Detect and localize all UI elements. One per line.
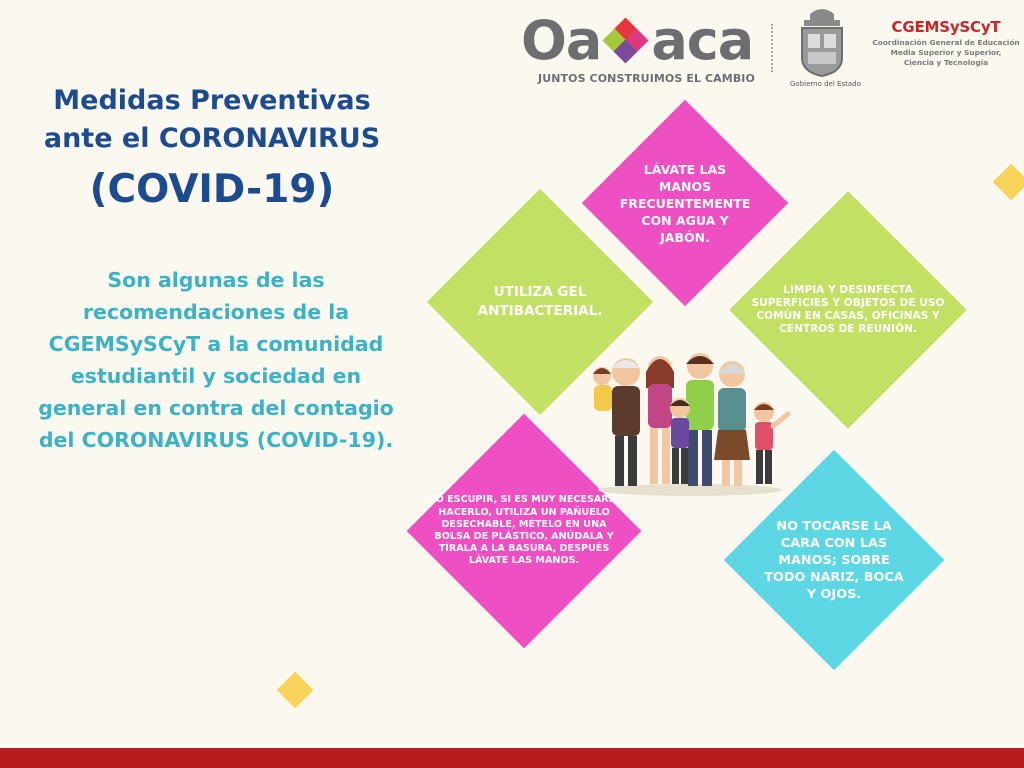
cgems-subtitle-line: Ciencia y Tecnología [903,58,989,67]
measure-text: NO ESCUPIR, SI ES MUY NECESARIO HACERLO, UTILIZA UN PAÑUELO DESECHABLE, MÉTELO EN UNA BOLSA DE PLÁSTICO, ANÚDALA Y TÍRALA A LA BASURA, DESPUÉS LÁVATE LAS MANOS. [427,494,621,567]
cgems-title: CGEMSySCyT [891,18,1001,36]
measure-text: UTILIZA GEL ANTIBACTERIAL. [477,284,603,319]
title-covid: (COVID-19) [89,167,335,212]
oaxaca-x-mark-icon [604,19,648,63]
cgems-logo [868,18,1024,68]
page-title [12,82,412,218]
cgems-subtitle-line: Coordinación General de Educación [872,38,1020,47]
family-illustration [578,350,802,498]
state-seal-icon [790,4,861,88]
measure-text: LIMPIA Y DESINFECTA SUPERFICIES Y OBJETOS DE USO COMÚN EN CASAS, OFICINAS Y CENTROS DE REUNIÓN. [751,283,945,336]
oaxaca-word-left: Oa [521,9,602,72]
cgems-subtitle-line: Media Superior y Superior, [890,48,1002,57]
oaxaca-tagline: JUNTOS CONSTRUIMOS EL CAMBIO [538,72,755,85]
bottom-bar [0,748,1024,768]
measure-text: LÁVATE LAS MANOS FRECUENTEMENTE CON AGUA Y JABÓN. [619,161,751,245]
decorative-diamond-right [993,164,1024,201]
seal-caption: Gobierno del Estado [790,80,861,88]
oaxaca-wordmark [521,10,753,72]
oaxaca-logo [521,10,761,90]
logo-divider [771,24,774,72]
measure-text: NO TOCARSE LA CARA CON LAS MANOS; SOBRE TODO NARIZ, BOCA Y OJOS. [764,518,904,602]
oaxaca-word-right: aca [651,9,754,72]
cgems-subtitle [868,38,1024,68]
intro-text: Son algunas de las recomendaciones de la CGEMSySCyT a la comunidad estudiantil y sociedad en general en contra del contagio del CORONAVIRUS (COVID-19). [38,268,394,452]
title-line-2: ante el CORONAVIRUS [43,123,381,154]
measure-diamond-no-touch-face [756,482,912,638]
decorative-diamond-bottom [277,672,314,709]
title-line-1: Medidas Preventivas [53,85,371,116]
measure-diamond-wash-hands [612,130,758,276]
